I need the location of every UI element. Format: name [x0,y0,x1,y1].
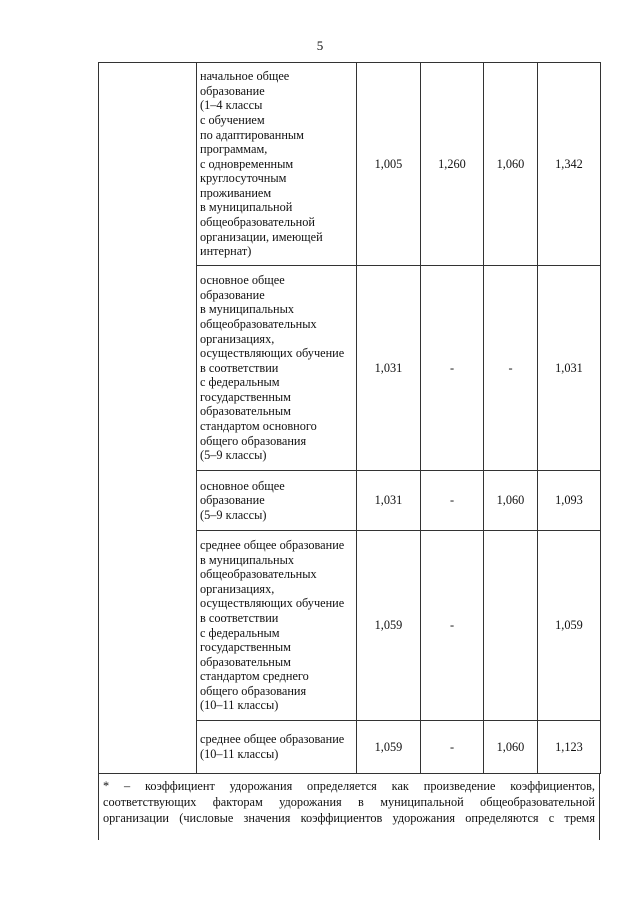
coefficient-cell: - [421,471,484,531]
footnote-line: организации (числовые значения коэффициентов удорожания определяются с тремя [103,811,595,825]
footnote-line: * – коэффициент удорожания определяется как произведение коэффициентов, [103,779,595,793]
coefficient-table [98,62,601,774]
education-level-cell: среднее общее образование (10–11 классы) [197,721,357,774]
coefficient-cell: 1,059 [357,531,421,721]
total-coefficient-cell: 1,031 [538,266,601,471]
coefficient-cell: 1,060 [484,471,538,531]
coefficient-cell: 1,031 [357,266,421,471]
footnote-line: соответствующих факторам удорожания в муниципальной общеобразовательной [103,795,595,809]
coefficient-cell [484,531,538,721]
empty-first-column-cell [99,63,197,774]
coefficient-cell: 1,005 [357,63,421,266]
education-level-cell: среднее общее образование в муниципальных общеобразовательных организациях, осуществляющих обучение в соответствии с федеральным государственным образовательным стандартом среднего общего образования (10–11 классы) [197,531,357,721]
education-level-cell: основное общее образование в муниципальных общеобразовательных организациях, осуществляющих обучение в соответствии с федеральным государственным образовательным стандартом основного общего образования (5–9 классы) [197,266,357,471]
coefficient-cell: 1,060 [484,63,538,266]
table-row [99,63,601,266]
coefficient-cell: 1,031 [357,471,421,531]
total-coefficient-cell: 1,093 [538,471,601,531]
total-coefficient-cell: 1,059 [538,531,601,721]
education-level-cell: основное общее образование (5–9 классы) [197,471,357,531]
footnote [98,773,600,840]
coefficient-cell: - [421,721,484,774]
total-coefficient-cell: 1,123 [538,721,601,774]
coefficient-cell: - [421,266,484,471]
coefficient-cell: 1,059 [357,721,421,774]
page-number: 5 [316,38,324,53]
coefficient-cell: - [421,531,484,721]
education-level-cell: начальное общее образование (1–4 классы с обучением по адаптированным программам, с одновременным круглосуточным проживанием в муниципальной общеобразовательной организации, имеющей интернат) [197,63,357,266]
coefficient-cell: 1,060 [484,721,538,774]
coefficient-cell: - [484,266,538,471]
total-coefficient-cell: 1,342 [538,63,601,266]
coefficient-cell: 1,260 [421,63,484,266]
